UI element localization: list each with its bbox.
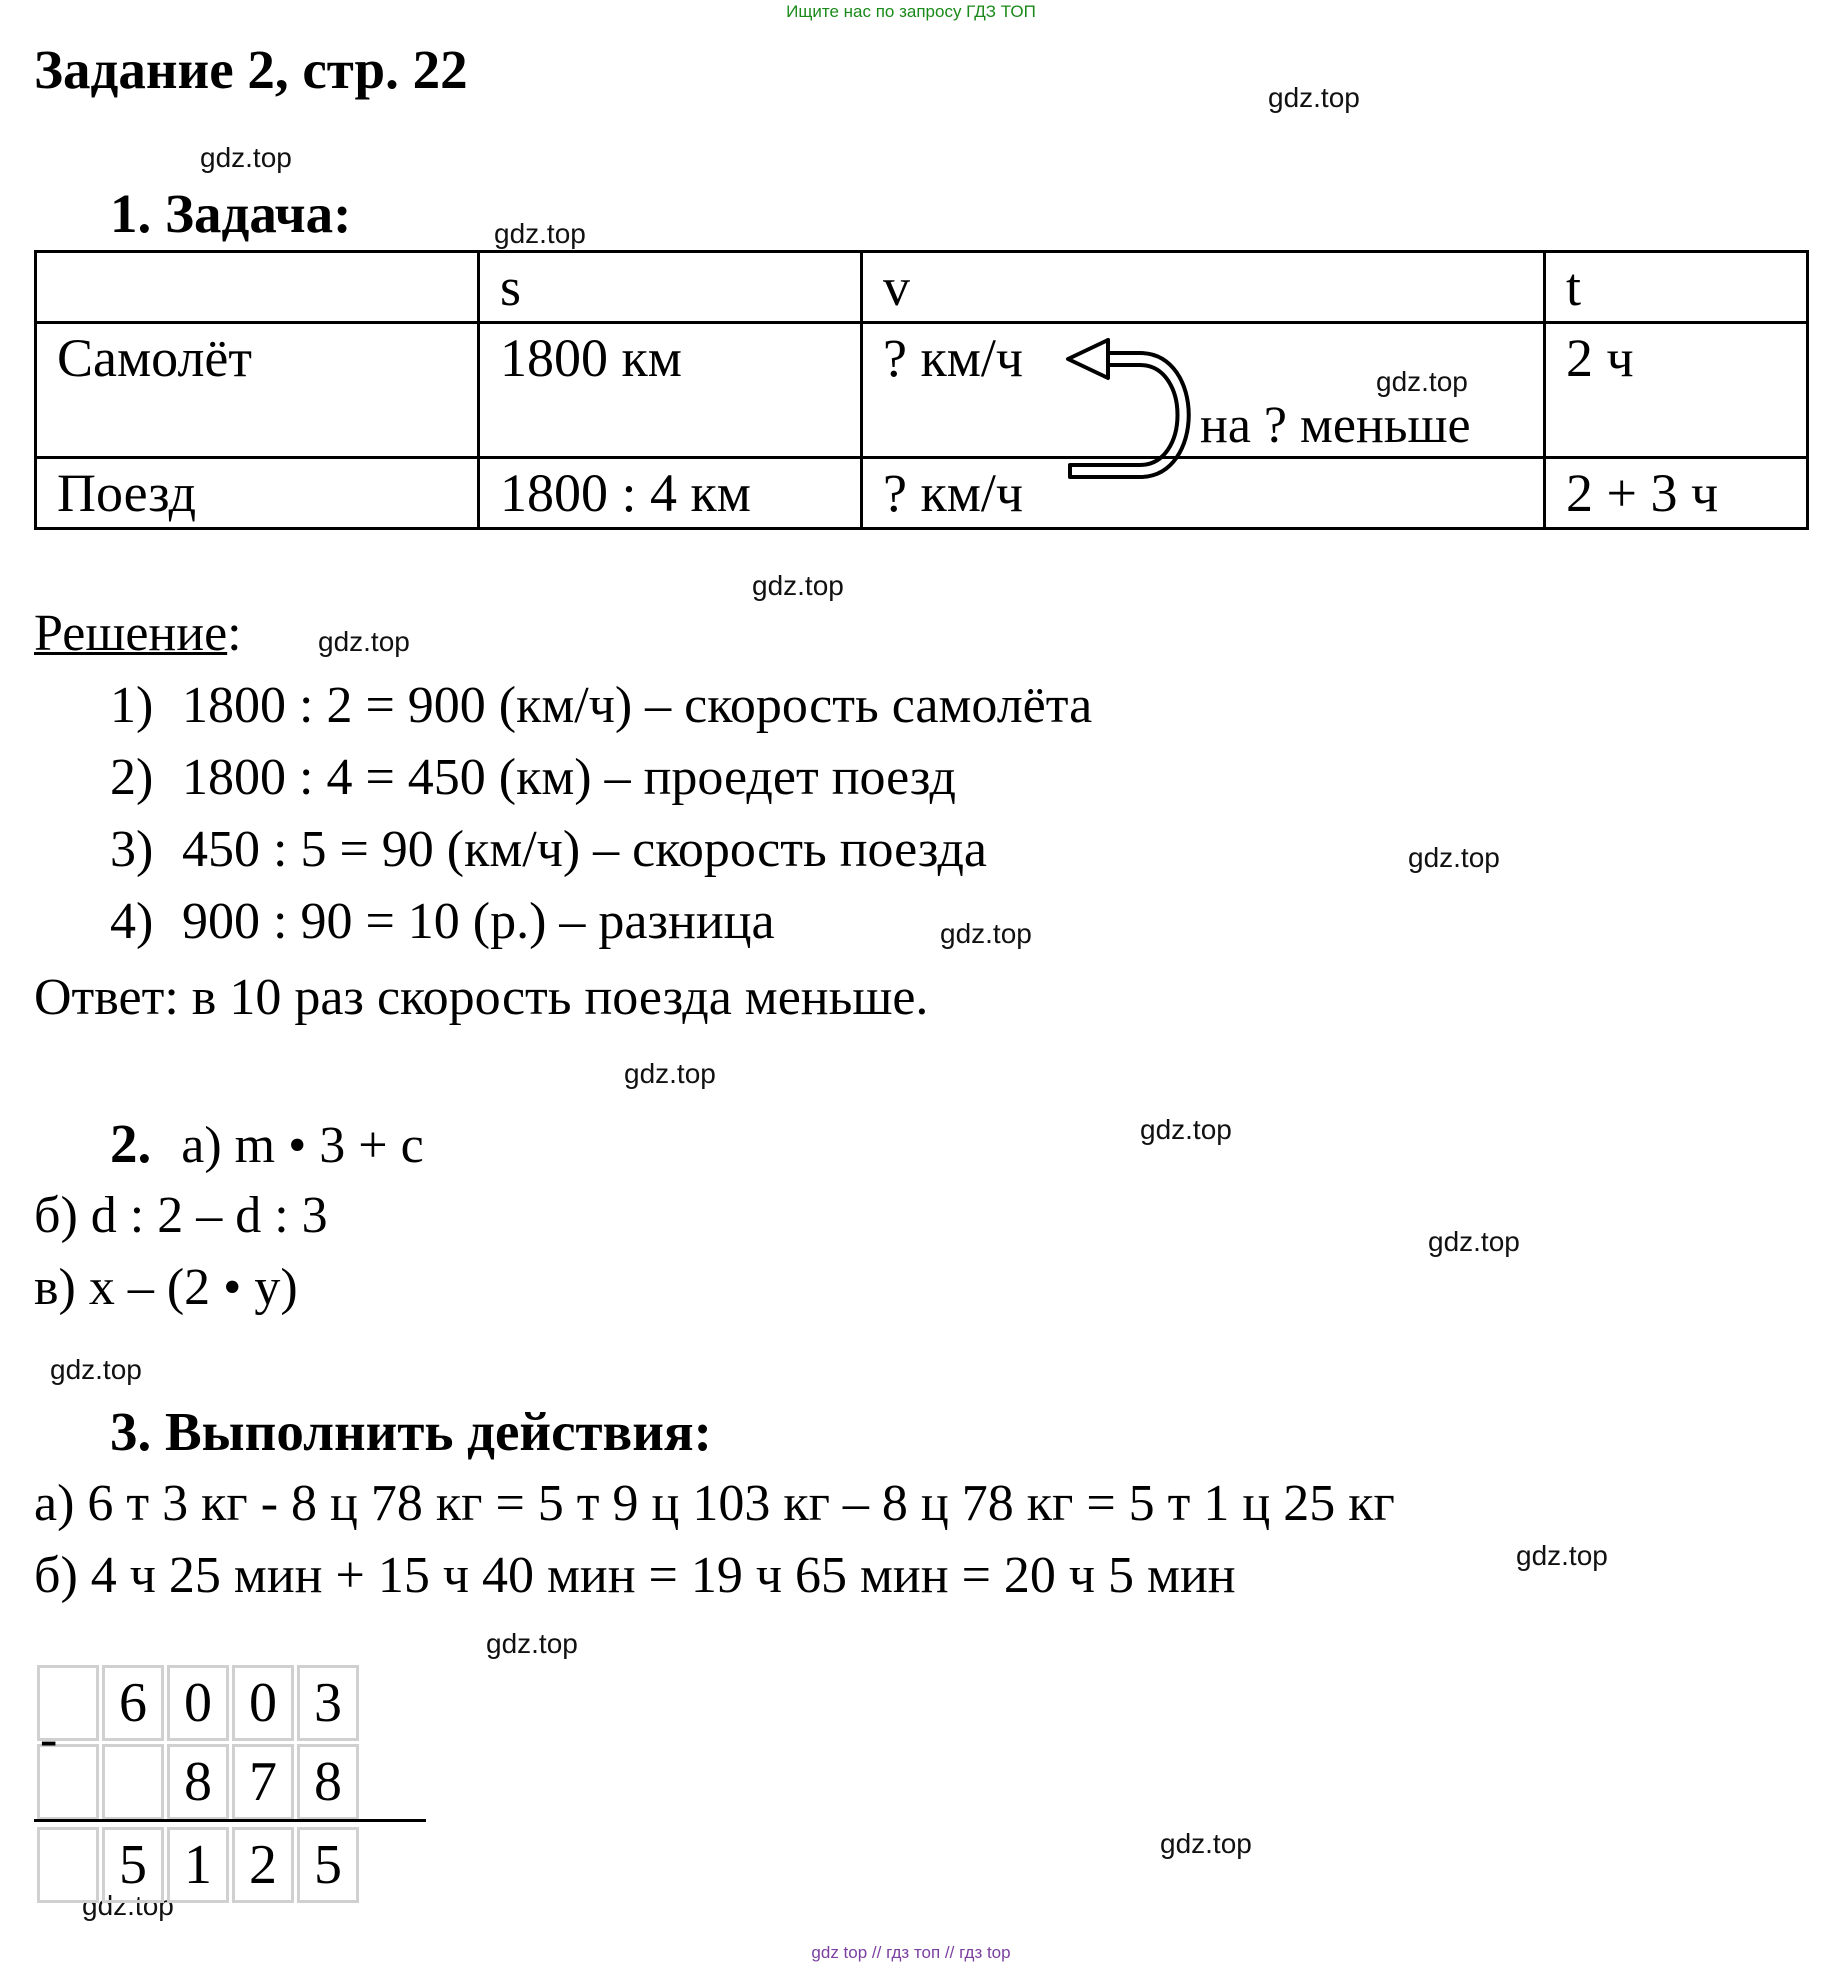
digit-cell: 0 — [167, 1665, 229, 1741]
table-cell: ? км/ч — [862, 458, 1545, 529]
expression-a-text: а) m • 3 + c — [181, 1117, 424, 1174]
table-row — [36, 323, 1808, 458]
table-cell: 1800 : 4 км — [479, 458, 862, 529]
column-subtraction-result — [34, 1824, 362, 1906]
watermark: gdz.top — [1268, 82, 1360, 113]
column-row-subtrahend — [37, 1744, 359, 1820]
solution-step — [110, 820, 987, 879]
table-cell: 2 + 3 ч — [1545, 458, 1808, 529]
watermark: gdz.top — [200, 142, 292, 173]
watermark: gdz.top — [486, 1628, 578, 1659]
step-text: 450 : 5 = 90 (км/ч) – скорость поезда — [182, 821, 988, 878]
solution-label-text: Решение — [34, 605, 228, 662]
task-table — [34, 250, 1809, 530]
step-number: 2) — [110, 749, 154, 806]
digit-cell: 1 — [167, 1827, 229, 1903]
step-number: 3) — [110, 821, 154, 878]
column-row-result — [37, 1827, 359, 1903]
table-header-cell: v — [862, 252, 1545, 323]
digit-cell: 6 — [102, 1665, 164, 1741]
column-row-minuend — [37, 1665, 359, 1741]
watermark: gdz.top — [940, 918, 1032, 949]
section-2-number: 2. — [110, 1113, 152, 1174]
table-cell: 1800 км — [479, 323, 862, 458]
table-cell: Самолёт — [36, 323, 479, 458]
step-text: 1800 : 2 = 900 (км/ч) – скорость самолёта — [182, 677, 1093, 734]
step-number: 4) — [110, 893, 154, 950]
digit-cell: 7 — [232, 1744, 294, 1820]
calc-b: б) 4 ч 25 мин + 15 ч 40 мин = 19 ч 65 мин = 20 ч 5 мин — [34, 1547, 1236, 1604]
expression-a — [110, 1112, 424, 1175]
footer-links[interactable]: gdz top // гдз топ // гдз top — [811, 1943, 1011, 1962]
watermark: gdz.top — [494, 218, 586, 249]
table-row — [36, 458, 1808, 529]
watermark: gdz.top — [624, 1058, 716, 1089]
digit-cell: 5 — [297, 1827, 359, 1903]
table-cell: 2 ч — [1545, 323, 1808, 458]
watermark: gdz.top — [1140, 1114, 1232, 1145]
comparison-arrow-icon — [1060, 335, 1210, 485]
column-result-line — [34, 1819, 426, 1822]
table-cell: Поезд — [36, 458, 479, 529]
solution-step — [110, 748, 956, 807]
expression-c: в) x – (2 • y) — [34, 1259, 298, 1316]
table-cell: ? км/ч — [862, 323, 1545, 458]
table-header-row — [36, 252, 1808, 323]
calc-a: а) 6 т 3 кг - 8 ц 78 кг = 5 т 9 ц 103 кг – 8 ц 78 кг = 5 т 1 ц 25 кг — [34, 1475, 1395, 1532]
digit-cell: 2 — [232, 1827, 294, 1903]
watermark: gdz.top — [1376, 366, 1468, 397]
solution-label — [34, 604, 242, 663]
watermark: gdz.top — [50, 1354, 142, 1385]
watermark: gdz.top — [1408, 842, 1500, 873]
digit-cell: 3 — [297, 1665, 359, 1741]
digit-cell: 8 — [297, 1744, 359, 1820]
solution-step — [110, 892, 775, 951]
watermark: gdz.top — [1160, 1828, 1252, 1859]
top-banner[interactable]: Ищите нас по запросу ГДЗ ТОП — [786, 2, 1036, 21]
table-header-cell: t — [1545, 252, 1808, 323]
section-1-heading: 1. Задача: — [110, 183, 352, 244]
minus-sign: - — [40, 1711, 58, 1768]
step-text: 1800 : 4 = 450 (км) – проедет поезд — [182, 749, 956, 806]
table-header-cell: s — [479, 252, 862, 323]
digit-cell — [37, 1827, 99, 1903]
page-title: Задание 2, стр. 22 — [34, 39, 468, 100]
digit-cell — [102, 1744, 164, 1820]
step-number: 1) — [110, 677, 154, 734]
watermark: gdz.top — [82, 1890, 174, 1921]
solution-step — [110, 676, 1092, 735]
section-3-heading: 3. Выполнить действия: — [110, 1401, 712, 1462]
watermark: gdz.top — [1516, 1540, 1608, 1571]
digit-cell: 5 — [102, 1827, 164, 1903]
digit-cell: 0 — [232, 1665, 294, 1741]
column-subtraction-top — [34, 1662, 362, 1823]
expression-b: б) d : 2 – d : 3 — [34, 1187, 328, 1244]
answer: Ответ: в 10 раз скорость поезда меньше. — [34, 969, 929, 1026]
watermark: gdz.top — [752, 570, 844, 601]
digit-cell: 8 — [167, 1744, 229, 1820]
watermark: gdz.top — [1428, 1226, 1520, 1257]
step-text: 900 : 90 = 10 (р.) – разница — [182, 893, 775, 950]
watermark: gdz.top — [318, 626, 410, 657]
comparison-note: на ? меньше — [1200, 397, 1471, 454]
solution-label-colon: : — [227, 605, 242, 662]
table-header-cell — [36, 252, 479, 323]
